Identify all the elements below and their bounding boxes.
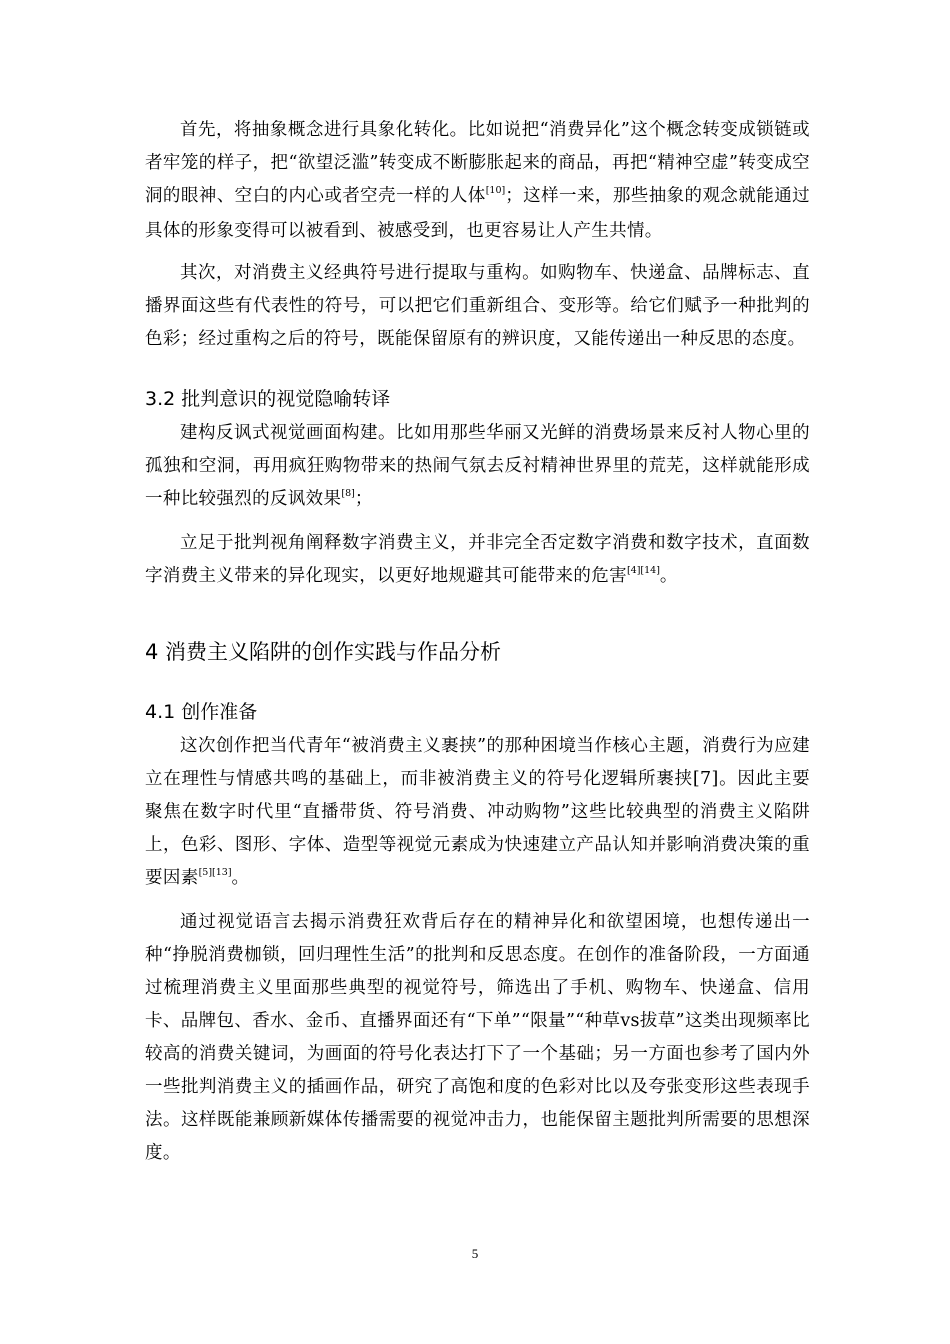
subsection-heading: 4.1 创作准备 bbox=[145, 701, 258, 723]
paragraph-text: 立足于批判视角阐释数字消费主义，并非完全否定数字消费和数字技术，直面数字消费主义带来的异化现实，以更好地规避其可能带来的危害 bbox=[145, 533, 810, 586]
section-heading: 4 消费主义陷阱的创作实践与作品分析 bbox=[145, 640, 502, 664]
paragraph bbox=[145, 730, 810, 897]
paragraph bbox=[145, 114, 810, 248]
citation: [4][14] bbox=[626, 565, 660, 576]
subsection-heading: 3.2 批判意识的视觉隐喻转译 bbox=[145, 388, 391, 410]
paragraph: 其次，对消费主义经典符号进行提取与重构。如购物车、快递盒、品牌标志、直播界面这些有代表性的符号，可以把它们重新组合、变形等。给它们赋予一种批判的色彩；经过重构之后的符号，既能保留原有的辨识度，又能传递出一种反思的态度。 bbox=[145, 263, 810, 349]
citation: [5][13] bbox=[198, 867, 232, 878]
paragraph-text: ； bbox=[354, 489, 373, 509]
paragraph-text: 。 bbox=[231, 868, 250, 888]
page-number: 5 bbox=[471, 1246, 479, 1261]
paragraph bbox=[145, 527, 810, 595]
citation: [8] bbox=[341, 488, 355, 499]
paragraph: 通过视觉语言去揭示消费狂欢背后存在的精神异化和欲望困境，也想传递出一种“挣脱消费枷锁，回归理性生活”的批判和反思态度。在创作的准备阶段，一方面通过梳理消费主义里面那些典型的视觉符号，筛选出了手机、购物车、快递盒、信用卡、品牌包、香水、金币、直播界面还有“下单”“限量”“种草vs拔草”这类出现频率比较高的消费关键词，为画面的符号化表达打下了一个基础；另一方面也参考了国内外一些批判消费主义的插画作品，研究了高饱和度的色彩对比以及夸张变形这些表现手法。这样既能兼顾新媒体传播需要的视觉冲击力，也能保留主题批判所需要的思想深度。 bbox=[145, 912, 810, 1163]
paragraph-text: 这次创作把当代青年“被消费主义裹挟”的那种困境当作核心主题，消费行为应建立在理性与情感共鸣的基础上，而非被消费主义的符号化逻辑所裹挟[7]。因此主要聚焦在数字时代里“直播带货、符号消费、冲动购物”这些比较典型的消费主义陷阱上，色彩、图形、字体、造型等视觉元素成为快速建立产品认知并影响消费决策的重要因素 bbox=[145, 736, 810, 888]
citation: [10] bbox=[485, 185, 506, 196]
paragraph-text: 首先，将抽象概念进行具象化转化。比如说把“消费异化”这个概念转变成锁链或者牢笼的样子，把“欲望泛滥”转变成不断膨胀起来的商品，再把“精神空虚”转变成空洞的眼神、空白的内心或者空壳一样的人体 bbox=[145, 120, 810, 206]
paragraph-text: ；这样一来，那些抽象的观念就能通过具体的形象变得可以被看到、被感受到，也更容易让人产生共情。 bbox=[145, 186, 810, 241]
paragraph bbox=[145, 417, 810, 518]
paragraph-text: 。 bbox=[659, 566, 678, 586]
paragraph-text: 建构反讽式视觉画面构建。比如用那些华丽又光鲜的消费场景来反衬人物心里的孤独和空洞，再用疯狂购物带来的热闹气氛去反衬精神世界里的荒芜，这样就能形成一种比较强烈的反讽效果 bbox=[145, 423, 810, 509]
page-content bbox=[145, 114, 810, 1179]
